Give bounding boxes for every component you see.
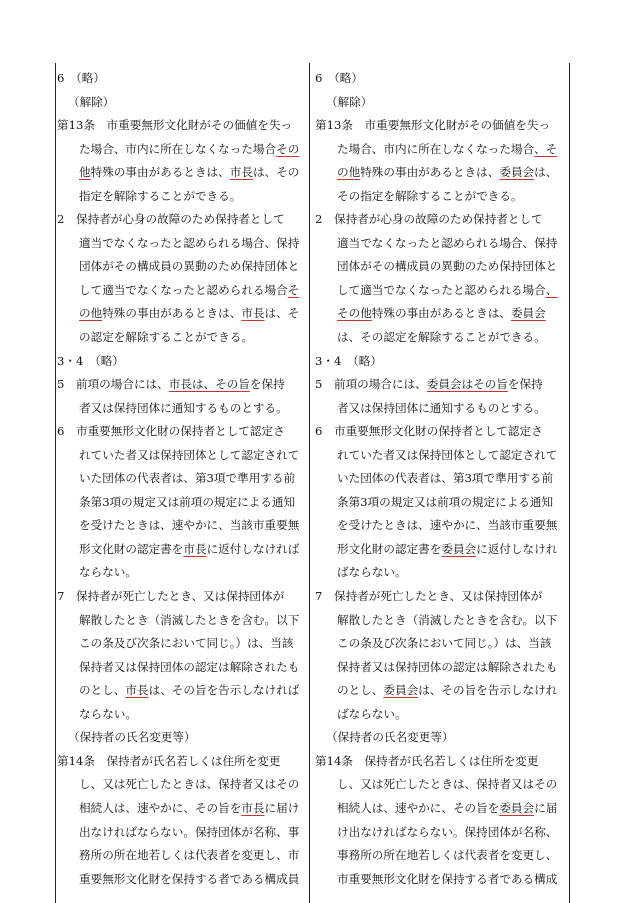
text-segment: ならない。 bbox=[79, 565, 137, 580]
current-line bbox=[57, 726, 307, 750]
current-line bbox=[57, 397, 307, 421]
text-segment: し、又は死亡したときは、保持者又はその bbox=[337, 777, 558, 792]
text-segment: のとし、 bbox=[337, 683, 384, 698]
underlined-text: その bbox=[276, 141, 300, 156]
text-segment: （解除） bbox=[326, 94, 373, 109]
current-line bbox=[57, 138, 307, 162]
current-line bbox=[57, 514, 307, 538]
revised-line bbox=[315, 420, 565, 444]
text-segment: れていた者又は保持団体として認定されて bbox=[79, 447, 300, 462]
text-segment: 指定を解除することができる。 bbox=[79, 188, 242, 203]
text-segment: 出なければならない。保持団体が名称、事 bbox=[79, 824, 300, 839]
revised-line bbox=[315, 161, 565, 185]
text-segment: 重要無形文化財を保持する者である構成員 bbox=[79, 871, 300, 886]
revised-line bbox=[315, 703, 565, 727]
revised-line bbox=[315, 138, 565, 162]
underlined-text: 市長は、その旨 bbox=[168, 377, 250, 392]
current-line bbox=[57, 67, 307, 91]
underlined-text: 市長 bbox=[241, 800, 265, 815]
text-segment: 3・4 （略） bbox=[57, 353, 124, 368]
current-line bbox=[57, 703, 307, 727]
text-segment: いた団体の代表者は、第3項で準用する前 bbox=[79, 471, 296, 486]
underlined-text: 市長 bbox=[125, 683, 149, 698]
revised-line bbox=[315, 726, 565, 750]
current-line bbox=[57, 279, 307, 303]
underlined-text: 市長 bbox=[241, 306, 265, 321]
text-segment: に届け bbox=[264, 800, 300, 815]
underlined-text: 委員会 bbox=[499, 165, 535, 180]
text-segment: 務所の所在地若しくは代表者を変更し、市 bbox=[79, 848, 300, 863]
column-divider bbox=[309, 63, 310, 903]
text-segment: 者又は保持団体に通知するものとする。 bbox=[79, 400, 288, 415]
revised-line bbox=[315, 444, 565, 468]
current-line bbox=[57, 632, 307, 656]
underlined-text: その他 bbox=[337, 306, 372, 321]
current-line bbox=[57, 467, 307, 491]
text-segment: 3・4 （略） bbox=[315, 353, 382, 368]
revised-line bbox=[315, 609, 565, 633]
text-segment: 2 保持者が心身の故障のため保持者として bbox=[315, 212, 543, 227]
current-line bbox=[57, 91, 307, 115]
text-segment: 形文化財の認定書を bbox=[79, 541, 184, 556]
text-segment: 7 保持者が死亡したとき、又は保持団体が bbox=[315, 589, 543, 604]
text-segment: 6 市重要無形文化財の保持者として認定さ bbox=[315, 424, 543, 439]
underlined-text: の他 bbox=[79, 306, 103, 321]
text-segment: （解除） bbox=[68, 94, 115, 109]
text-segment: は、 bbox=[534, 165, 558, 180]
text-segment: 保持者又は保持団体の認定は解除されたも bbox=[337, 659, 558, 674]
text-segment: ばならない。 bbox=[337, 565, 407, 580]
revised-line bbox=[315, 679, 565, 703]
text-segment: は、その bbox=[252, 165, 300, 180]
text-segment: 特殊の事由があるときは、 bbox=[102, 306, 242, 321]
underlined-text: 委員会はその旨 bbox=[426, 377, 508, 392]
revised-line bbox=[315, 632, 565, 656]
revised-line bbox=[315, 797, 565, 821]
text-segment: 事務所の所在地若しくは代表者を変更し、 bbox=[337, 848, 558, 863]
revised-line bbox=[315, 397, 565, 421]
current-line bbox=[57, 773, 307, 797]
text-segment: 相続人は、速やかに、その旨を bbox=[337, 800, 500, 815]
revised-line bbox=[315, 67, 565, 91]
text-segment: して適当でなくなったと認められる場合 bbox=[79, 282, 288, 297]
current-line bbox=[57, 373, 307, 397]
underlined-text: 市長 bbox=[229, 165, 253, 180]
text-segment: は、その認定を解除することができる。 bbox=[337, 330, 546, 345]
revised-text-column bbox=[315, 67, 565, 891]
text-segment: を受けたときは、速やかに、当該市重要無 bbox=[79, 518, 300, 533]
text-segment: は、そ bbox=[264, 306, 300, 321]
current-line bbox=[57, 255, 307, 279]
underlined-text: 、 bbox=[545, 282, 558, 297]
current-line bbox=[57, 232, 307, 256]
text-segment: 適当でなくなったと認められる場合、保持 bbox=[79, 235, 300, 250]
current-line bbox=[57, 844, 307, 868]
text-segment: 者又は保持団体に通知するものとする。 bbox=[337, 400, 546, 415]
text-segment: 形文化財の認定書を bbox=[337, 541, 442, 556]
text-segment: ばならない。 bbox=[337, 706, 407, 721]
text-segment: 6 （略） bbox=[315, 71, 363, 85]
revised-line bbox=[315, 491, 565, 515]
revised-line bbox=[315, 208, 565, 232]
revised-line bbox=[315, 302, 565, 326]
revised-line bbox=[315, 773, 565, 797]
revised-line bbox=[315, 232, 565, 256]
text-segment: ならない。 bbox=[79, 706, 137, 721]
text-segment: 特殊の事由があるときは、 bbox=[371, 306, 511, 321]
current-line bbox=[57, 114, 307, 138]
revised-line bbox=[315, 255, 565, 279]
underlined-text: 委員会 bbox=[441, 541, 477, 556]
revised-line bbox=[315, 350, 565, 374]
current-line bbox=[57, 561, 307, 585]
text-segment: の認定を解除することができる。 bbox=[79, 330, 253, 345]
underlined-text: 、そ bbox=[534, 141, 558, 156]
revised-line bbox=[315, 750, 565, 774]
revised-line bbox=[315, 514, 565, 538]
revised-line bbox=[315, 868, 565, 892]
current-line bbox=[57, 609, 307, 633]
current-line bbox=[57, 538, 307, 562]
revised-line bbox=[315, 844, 565, 868]
text-segment: 解散したとき（消滅したときを含む。以下 bbox=[79, 612, 300, 627]
underlined-text: の他 bbox=[337, 165, 361, 180]
current-line bbox=[57, 185, 307, 209]
text-segment: 団体がその構成員の異動のため保持団体と bbox=[337, 259, 558, 274]
current-line bbox=[57, 491, 307, 515]
text-segment: （保持者の氏名変更等） bbox=[326, 730, 454, 745]
text-segment: 条第3項の規定又は前項の規定による通知 bbox=[79, 494, 296, 509]
current-line bbox=[57, 750, 307, 774]
text-segment: 特殊の事由があるときは、 bbox=[90, 165, 230, 180]
text-segment: 第13条 市重要無形文化財がその価値を失っ bbox=[315, 118, 551, 133]
text-segment: 解散したとき（消滅したときを含む。以下 bbox=[337, 612, 558, 627]
current-line bbox=[57, 326, 307, 350]
text-segment: その指定を解除することができる。 bbox=[337, 188, 523, 203]
text-segment: 2 保持者が心身の故障のため保持者として bbox=[57, 212, 285, 227]
underlined-text: 委員会 bbox=[383, 683, 419, 698]
text-segment: して適当でなくなったと認められる場合 bbox=[337, 282, 546, 297]
text-segment: た場合、市内に所在しなくなった場合 bbox=[337, 141, 535, 156]
current-line bbox=[57, 444, 307, 468]
current-line bbox=[57, 208, 307, 232]
text-segment: に返付しなけれ bbox=[476, 541, 558, 556]
current-line bbox=[57, 797, 307, 821]
text-segment: 団体がその構成員の異動のため保持団体と bbox=[79, 259, 300, 274]
text-segment: た場合、市内に所在しなくなった場合 bbox=[79, 141, 277, 156]
text-segment: 相続人は、速やかに、その旨を bbox=[79, 800, 242, 815]
underlined-text: そ bbox=[287, 282, 300, 297]
revised-line bbox=[315, 656, 565, 680]
text-segment: 6 市重要無形文化財の保持者として認定さ bbox=[57, 424, 285, 439]
text-segment: は、その旨を告示しなけれ bbox=[418, 683, 558, 698]
text-segment: 5 前項の場合には、 bbox=[57, 377, 169, 392]
current-line bbox=[57, 868, 307, 892]
revised-line bbox=[315, 561, 565, 585]
revised-line bbox=[315, 185, 565, 209]
text-segment: を受けたときは、速やかに、当該市重要無 bbox=[337, 518, 558, 533]
current-line bbox=[57, 302, 307, 326]
revised-line bbox=[315, 373, 565, 397]
text-segment: 第13条 市重要無形文化財がその価値を失っ bbox=[57, 118, 293, 133]
current-line bbox=[57, 420, 307, 444]
revised-line bbox=[315, 279, 565, 303]
text-segment: のとし、 bbox=[79, 683, 126, 698]
text-segment: を保持 bbox=[507, 377, 543, 392]
text-segment: 特殊の事由があるときは、 bbox=[360, 165, 500, 180]
text-segment: 7 保持者が死亡したとき、又は保持団体が bbox=[57, 589, 285, 604]
text-segment: は、その旨を告示しなければ bbox=[148, 683, 300, 698]
text-segment: 条第3項の規定又は前項の規定による通知 bbox=[337, 494, 554, 509]
revised-line bbox=[315, 821, 565, 845]
underlined-text: 委員会 bbox=[510, 306, 546, 321]
text-segment: れていた者又は保持団体として認定されて bbox=[337, 447, 558, 462]
text-segment: を保持 bbox=[249, 377, 285, 392]
current-line bbox=[57, 821, 307, 845]
revised-line bbox=[315, 91, 565, 115]
text-segment: 6 （略） bbox=[57, 71, 105, 85]
underlined-text: 市長 bbox=[183, 541, 207, 556]
underlined-text: 委員会 bbox=[499, 800, 535, 815]
text-segment: 5 前項の場合には、 bbox=[315, 377, 427, 392]
text-segment: この条及び次条において同じ。）は、当該 bbox=[79, 636, 294, 651]
revised-line bbox=[315, 467, 565, 491]
text-segment: に届 bbox=[534, 800, 558, 815]
current-text-column bbox=[57, 67, 307, 891]
text-segment: この条及び次条において同じ。）は、当該 bbox=[337, 636, 552, 651]
text-segment: 第14条 保持者が氏名若しくは住所を変更 bbox=[57, 753, 281, 768]
current-line bbox=[57, 656, 307, 680]
text-segment: に返付しなければ bbox=[206, 541, 300, 556]
current-line bbox=[57, 161, 307, 185]
current-line bbox=[57, 585, 307, 609]
current-line bbox=[57, 679, 307, 703]
text-segment: け出なければならない。保持団体が名称、 bbox=[337, 824, 558, 839]
text-segment: 第14条 保持者が氏名若しくは住所を変更 bbox=[315, 753, 539, 768]
revised-line bbox=[315, 114, 565, 138]
underlined-text: 他 bbox=[79, 165, 91, 180]
current-line bbox=[57, 350, 307, 374]
revised-line bbox=[315, 538, 565, 562]
text-segment: 保持者又は保持団体の認定は解除されたも bbox=[79, 659, 300, 674]
text-segment: （保持者の氏名変更等） bbox=[68, 730, 196, 745]
text-segment: 適当でなくなったと認められる場合、保持 bbox=[337, 235, 558, 250]
text-segment: 市重要無形文化財を保持する者である構成 bbox=[337, 871, 558, 886]
text-segment: いた団体の代表者は、第3項で準用する前 bbox=[337, 471, 554, 486]
text-segment: し、又は死亡したときは、保持者又はその bbox=[79, 777, 300, 792]
comparison-table bbox=[55, 63, 570, 903]
revised-line bbox=[315, 585, 565, 609]
revised-line bbox=[315, 326, 565, 350]
